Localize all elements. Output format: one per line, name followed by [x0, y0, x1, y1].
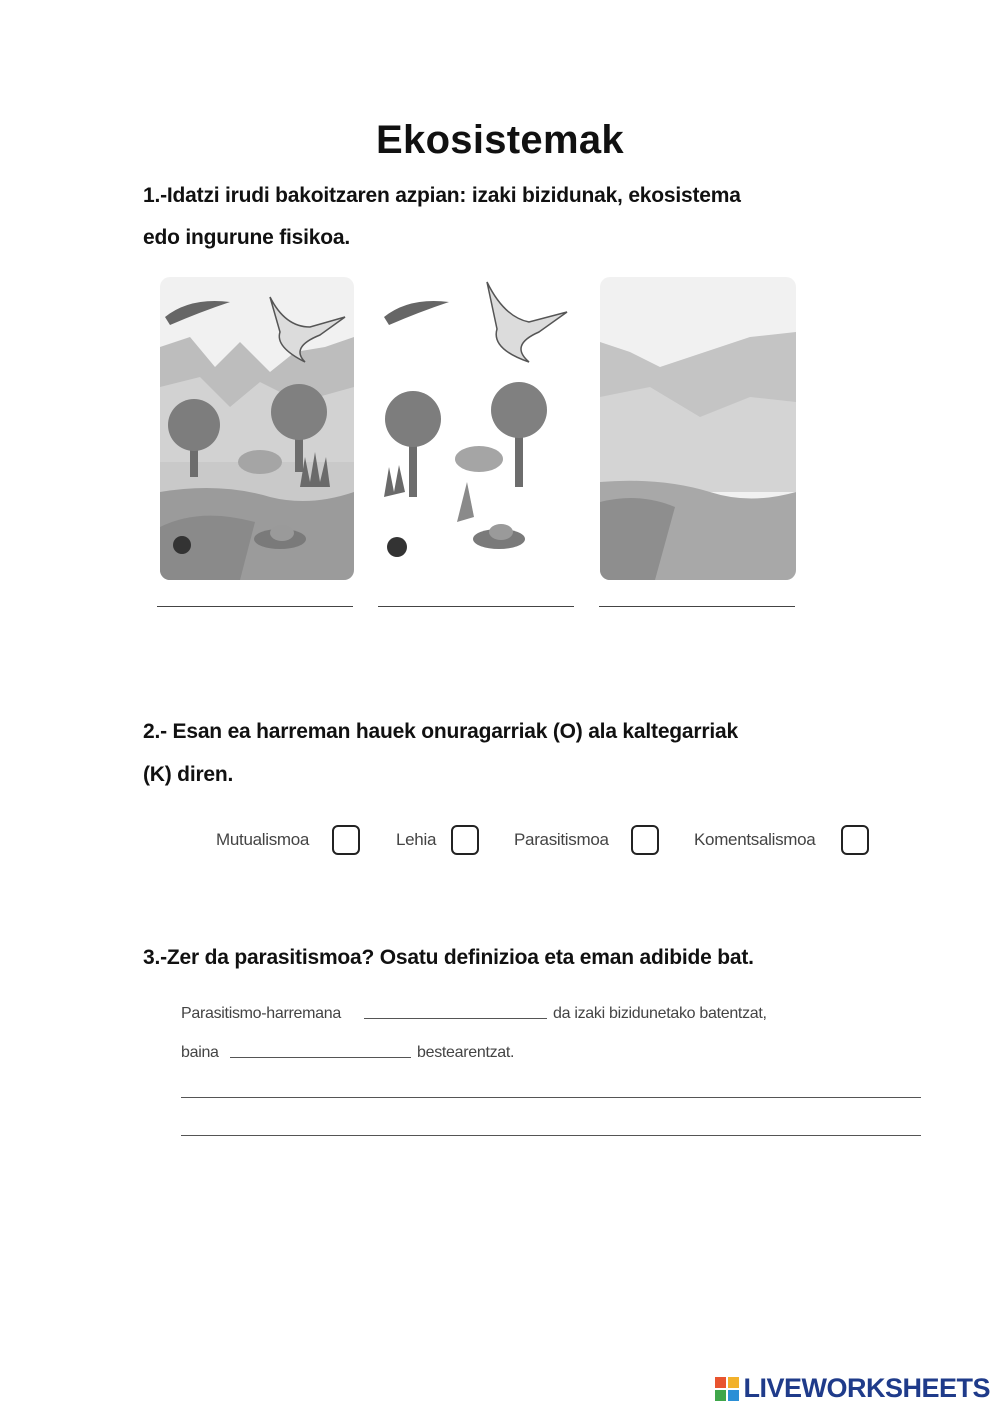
- example-line-2[interactable]: [181, 1135, 921, 1136]
- option-label-competition: Lehia: [396, 830, 437, 849]
- question-1-line-2: edo ingurune fisikoa.: [143, 226, 350, 249]
- example-line-1[interactable]: [181, 1097, 921, 1098]
- question-3: 3.-Zer da parasitismoa? Osatu definizioa eta eman adibide bat.: [143, 946, 754, 969]
- definition-blank-1[interactable]: [364, 1018, 547, 1019]
- option-label-mutualism: Mutualismoa: [216, 830, 310, 849]
- definition-blank-2[interactable]: [230, 1057, 411, 1058]
- living-beings-image: [379, 277, 575, 580]
- ecosystem-image: [160, 277, 354, 580]
- checkbox-competition[interactable]: [451, 825, 479, 855]
- definition-end: bestearentzat.: [417, 1044, 515, 1061]
- physical-environment-image: [600, 277, 796, 580]
- option-label-commensalism: Komentsalismoa: [694, 830, 816, 849]
- answer-line-2[interactable]: [378, 606, 574, 607]
- definition-middle: da izaki bizidunetako batentzat,: [553, 1005, 767, 1022]
- checkbox-parasitism[interactable]: [631, 825, 659, 855]
- logo-mark-icon: [715, 1377, 739, 1401]
- answer-line-1[interactable]: [157, 606, 353, 607]
- checkbox-mutualism[interactable]: [332, 825, 360, 855]
- liveworksheets-logo: [715, 1373, 990, 1404]
- checkbox-commensalism[interactable]: [841, 825, 869, 855]
- definition-line-2-start: baina: [181, 1044, 219, 1061]
- question-1-line-1: 1.-Idatzi irudi bakoitzaren azpian: izaki bizidunak, ekosistema: [143, 184, 741, 207]
- question-2-line-1: 2.- Esan ea harreman hauek onuragarriak (O) ala kaltegarriak: [143, 720, 738, 743]
- logo-text: LIVEWORKSHEETS: [743, 1373, 990, 1403]
- option-label-parasitism: Parasitismoa: [514, 830, 609, 849]
- question-2-line-2: (K) diren.: [143, 763, 234, 786]
- answer-line-3[interactable]: [599, 606, 795, 607]
- page-title: Ekosistemak: [376, 118, 624, 162]
- definition-start: Parasitismo-harremana: [181, 1005, 341, 1022]
